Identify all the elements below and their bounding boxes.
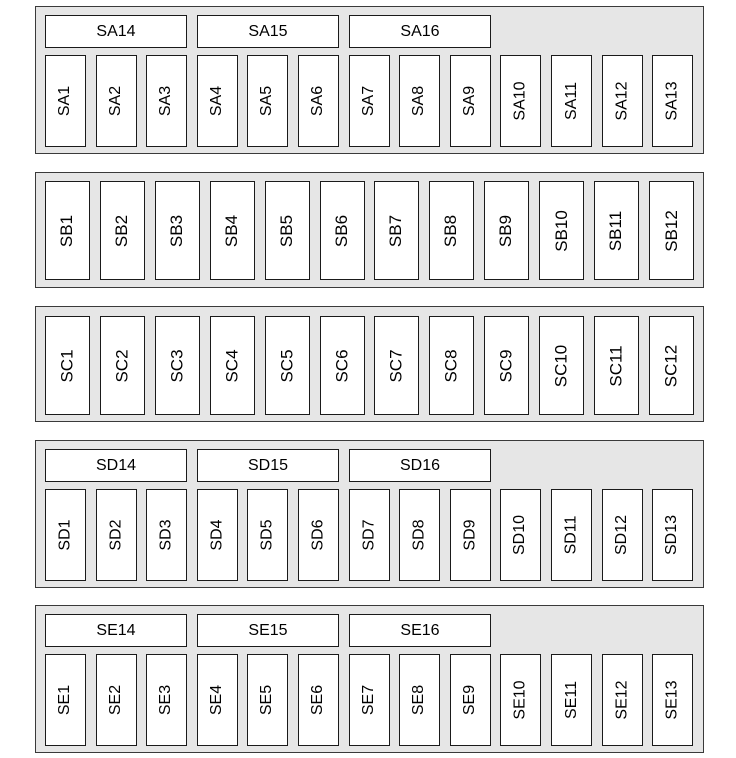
- fuse-panel-e: [35, 605, 704, 753]
- fuse-panel-a: [35, 6, 704, 154]
- fuse-sb9: SB9: [484, 181, 529, 280]
- fuse-sb8: SB8: [429, 181, 474, 280]
- fuse-sc5: SC5: [265, 316, 310, 415]
- fuse-sd3: SD3: [146, 489, 187, 581]
- fuse-se13: SE13: [652, 654, 693, 746]
- fuse-sa4: SA4: [197, 55, 238, 147]
- fuse-sd4: SD4: [197, 489, 238, 581]
- fuse-panel-b: [35, 172, 704, 288]
- fuse-se2: SE2: [96, 654, 137, 746]
- fuse-se10: SE10: [500, 654, 541, 746]
- fuse-se7: SE7: [349, 654, 390, 746]
- fuse-sd13: SD13: [652, 489, 693, 581]
- fuse-sd2: SD2: [96, 489, 137, 581]
- fuse-sd5: SD5: [247, 489, 288, 581]
- fuse-se4: SE4: [197, 654, 238, 746]
- fuse-sa1: SA1: [45, 55, 86, 147]
- fuse-sc10: SC10: [539, 316, 584, 415]
- fuse-sb7: SB7: [374, 181, 419, 280]
- fuse-sc8: SC8: [429, 316, 474, 415]
- fuse-sb2: SB2: [100, 181, 145, 280]
- fuse-sb1: SB1: [45, 181, 90, 280]
- fuse-sd11: SD11: [551, 489, 592, 581]
- fuse-sa10: SA10: [500, 55, 541, 147]
- fuse-panel-d: [35, 440, 704, 588]
- fuse-sd7: SD7: [349, 489, 390, 581]
- fuse-sb11: SB11: [594, 181, 639, 280]
- fuse-se9: SE9: [450, 654, 491, 746]
- fuse-sa6: SA6: [298, 55, 339, 147]
- fuse-sa2: SA2: [96, 55, 137, 147]
- fuse-sd9: SD9: [450, 489, 491, 581]
- fuse-sa14: SA14: [45, 15, 187, 48]
- fuse-sb3: SB3: [155, 181, 200, 280]
- fuse-se6: SE6: [298, 654, 339, 746]
- fuse-sc3: SC3: [155, 316, 200, 415]
- fuse-sd1: SD1: [45, 489, 86, 581]
- fuse-sd6: SD6: [298, 489, 339, 581]
- fuse-sa3: SA3: [146, 55, 187, 147]
- fuse-sb5: SB5: [265, 181, 310, 280]
- fuse-sa16: SA16: [349, 15, 491, 48]
- fuse-sc2: SC2: [100, 316, 145, 415]
- fuse-sa8: SA8: [399, 55, 440, 147]
- fuse-sa5: SA5: [247, 55, 288, 147]
- fuse-sc4: SC4: [210, 316, 255, 415]
- fuse-sd16: SD16: [349, 449, 491, 482]
- fuse-sd12: SD12: [602, 489, 643, 581]
- fuse-sa11: SA11: [551, 55, 592, 147]
- fuse-panel-c: [35, 306, 704, 422]
- fuse-sa7: SA7: [349, 55, 390, 147]
- fuse-sc9: SC9: [484, 316, 529, 415]
- fuse-sb10: SB10: [539, 181, 584, 280]
- fuse-sb12: SB12: [649, 181, 694, 280]
- fuse-sa15: SA15: [197, 15, 339, 48]
- fuse-sd8: SD8: [399, 489, 440, 581]
- fuse-se8: SE8: [399, 654, 440, 746]
- fuse-se12: SE12: [602, 654, 643, 746]
- fuse-sc11: SC11: [594, 316, 639, 415]
- fuse-sc7: SC7: [374, 316, 419, 415]
- fuse-se3: SE3: [146, 654, 187, 746]
- fuse-se11: SE11: [551, 654, 592, 746]
- fuse-sc6: SC6: [320, 316, 365, 415]
- fuse-sb6: SB6: [320, 181, 365, 280]
- fuse-sd15: SD15: [197, 449, 339, 482]
- fuse-se15: SE15: [197, 614, 339, 647]
- fuse-sa12: SA12: [602, 55, 643, 147]
- fuse-sa9: SA9: [450, 55, 491, 147]
- fuse-sb4: SB4: [210, 181, 255, 280]
- fuse-sa13: SA13: [652, 55, 693, 147]
- fuse-sc1: SC1: [45, 316, 90, 415]
- fuse-sd14: SD14: [45, 449, 187, 482]
- fuse-sd10: SD10: [500, 489, 541, 581]
- fuse-se5: SE5: [247, 654, 288, 746]
- fuse-sc12: SC12: [649, 316, 694, 415]
- fuse-se16: SE16: [349, 614, 491, 647]
- fuse-se14: SE14: [45, 614, 187, 647]
- fuse-se1: SE1: [45, 654, 86, 746]
